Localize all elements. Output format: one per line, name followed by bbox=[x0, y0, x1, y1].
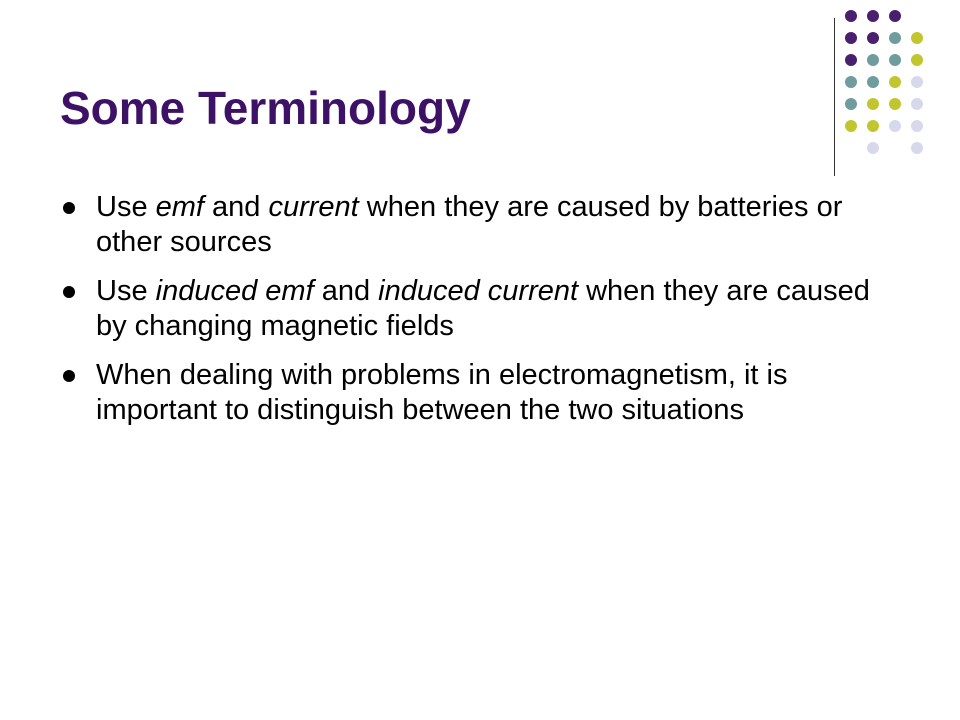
dot-purple bbox=[867, 32, 879, 44]
text-segment: when they are caused by changing magnetic fields bbox=[96, 275, 870, 342]
bullet-text bbox=[96, 275, 870, 342]
bullet-text bbox=[96, 191, 842, 258]
bullet-dot-icon bbox=[63, 370, 75, 382]
italic-term: induced current bbox=[378, 275, 579, 307]
text-segment: and bbox=[313, 275, 379, 307]
dot-purple bbox=[845, 54, 857, 66]
dot-olive bbox=[867, 120, 879, 132]
dot-teal bbox=[889, 32, 901, 44]
dot-purple bbox=[889, 10, 901, 22]
bullet-item bbox=[60, 190, 900, 260]
dot-lavender bbox=[889, 120, 901, 132]
dot-teal bbox=[845, 76, 857, 88]
dot-purple bbox=[845, 32, 857, 44]
dot-teal bbox=[867, 76, 879, 88]
bullet-dot-icon bbox=[63, 202, 75, 214]
slide-title: Some Terminology bbox=[60, 82, 471, 134]
dot-lavender bbox=[867, 142, 879, 154]
dot-teal bbox=[845, 98, 857, 110]
dot-lavender bbox=[911, 142, 923, 154]
dot-olive bbox=[911, 54, 923, 66]
bullet-item bbox=[60, 358, 900, 428]
dot-olive bbox=[889, 98, 901, 110]
vertical-divider bbox=[834, 18, 835, 176]
dot-olive bbox=[867, 98, 879, 110]
text-segment: and bbox=[203, 191, 269, 223]
dot-olive bbox=[845, 120, 857, 132]
italic-term: emf bbox=[155, 191, 204, 223]
text-segment: Use bbox=[96, 191, 156, 223]
dot-purple bbox=[845, 10, 857, 22]
dot-purple bbox=[867, 10, 879, 22]
bullet-item bbox=[60, 274, 900, 344]
italic-term: current bbox=[268, 191, 359, 223]
dot-olive bbox=[889, 76, 901, 88]
dot-lavender bbox=[911, 76, 923, 88]
dot-olive bbox=[911, 32, 923, 44]
dot-lavender bbox=[911, 120, 923, 132]
dot-teal bbox=[867, 54, 879, 66]
bullet-text bbox=[96, 359, 787, 426]
decorative-dot-grid bbox=[845, 10, 945, 158]
text-segment: when they are caused by batteries or other sources bbox=[96, 191, 843, 258]
text-segment: Use bbox=[96, 275, 156, 307]
bullet-list bbox=[60, 190, 900, 442]
italic-term: induced emf bbox=[155, 275, 314, 307]
text-segment: When dealing with problems in electromagnetism, it is important to distinguish between the two situations bbox=[96, 359, 788, 426]
dot-lavender bbox=[911, 98, 923, 110]
dot-teal bbox=[889, 54, 901, 66]
bullet-dot-icon bbox=[63, 286, 75, 298]
